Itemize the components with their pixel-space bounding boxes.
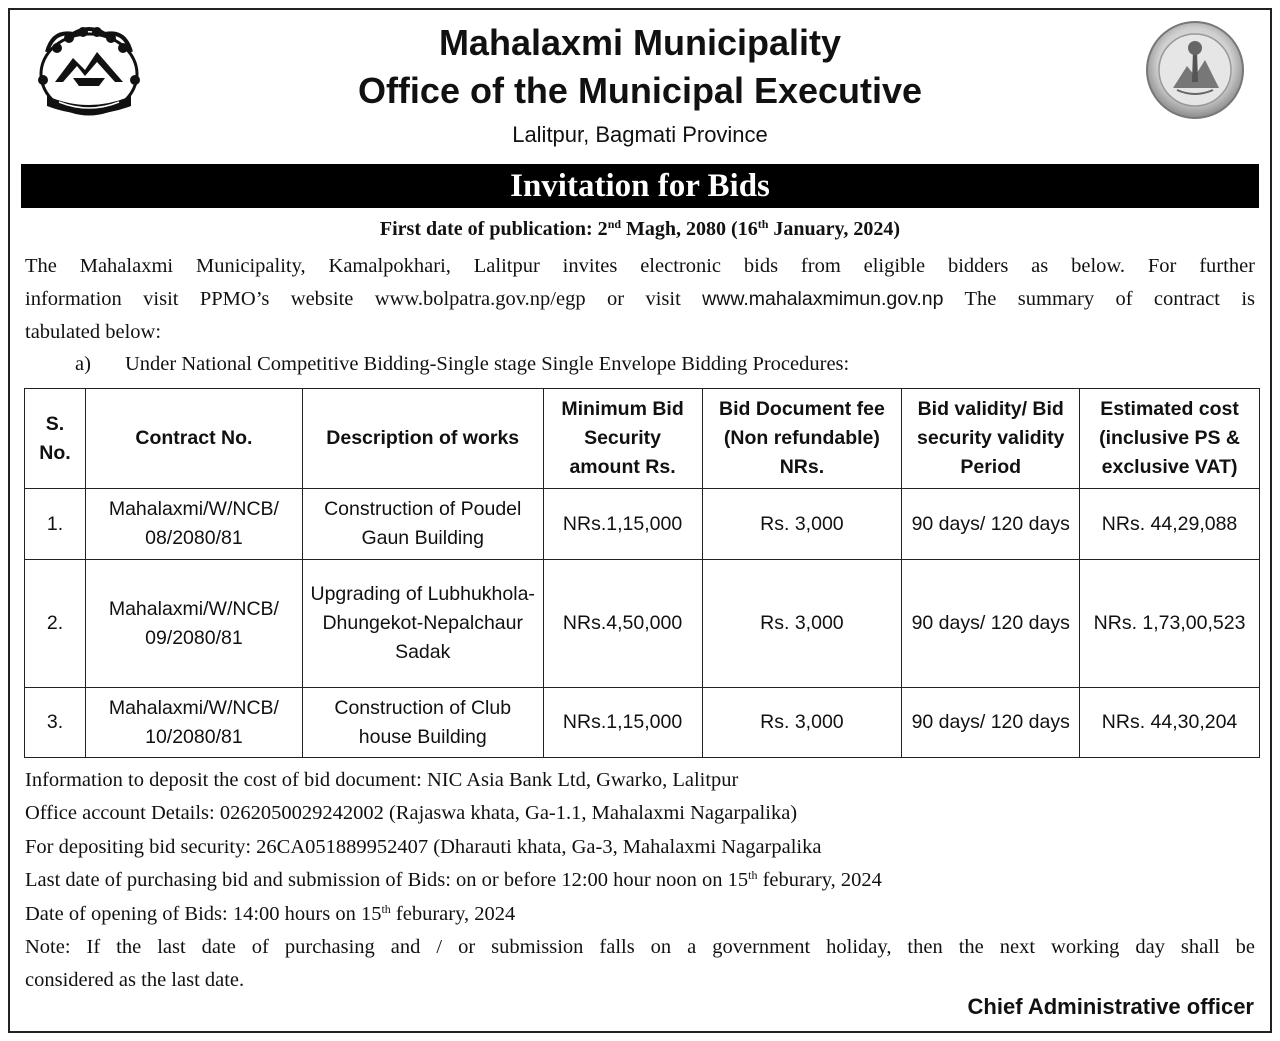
- header-validity: Bid validity/ Bid security validity Period: [902, 389, 1080, 489]
- signature-title: Chief Administrative officer: [967, 994, 1254, 1019]
- intro-line: The Mahalaxmi Municipality, Kamalpokhari, Lalitpur invites electronic bids from eligible bidders as below. For further: [25, 255, 1255, 277]
- header-estimated-cost: Estimated cost (inclusive PS & exclusive VAT): [1080, 389, 1260, 489]
- cell-document-fee: Rs. 3,000: [702, 489, 902, 560]
- table-header-row: [25, 389, 1260, 489]
- header-contract-no: Contract No.: [85, 389, 302, 489]
- cell-validity: 90 days/ 120 days: [902, 560, 1080, 688]
- cell-contract-no: Mahalaxmi/W/NCB/ 10/2080/81: [85, 688, 302, 758]
- header-sno: S. No.: [25, 389, 86, 489]
- opening-date-info: Date of opening of Bids: 14:00 hours on 15th feburary, 2024: [25, 901, 516, 925]
- table-row: [25, 489, 1260, 560]
- cell-bid-security: NRs.1,15,000: [543, 489, 702, 560]
- org-name: Mahalaxmi Municipality: [438, 22, 842, 63]
- procedure-line: a) Under National Competitive Bidding-Single stage Single Envelope Bidding Procedures:: [75, 353, 850, 375]
- cell-description: Upgrading of Lubhukhola-Dhungekot-Nepalchaur Sadak: [302, 560, 543, 688]
- website-link[interactable]: www.mahalaxmimun.gov.np: [702, 288, 944, 310]
- intro-line: tabulated below:: [25, 321, 162, 343]
- bids-table: [24, 388, 1260, 758]
- last-date-info: Last date of purchasing bid and submission of Bids: on or before 12:00 hour noon on 15th feburary, 2024: [25, 868, 882, 892]
- cell-validity: 90 days/ 120 days: [902, 489, 1080, 560]
- header-description: Description of works: [302, 389, 543, 489]
- publication-date: First date of publication: 2nd Magh, 2080 (16th January, 2024): [379, 217, 901, 240]
- note-text-continued: considered as the last date.: [25, 969, 245, 992]
- note-text: Note: If the last date of purchasing and / or submission falls on a government holiday, then the next working day shall be: [25, 936, 1255, 959]
- intro-paragraph: [25, 250, 1255, 349]
- cell-document-fee: Rs. 3,000: [702, 560, 902, 688]
- table-row: [25, 560, 1260, 688]
- cell-sno: 3.: [25, 688, 86, 758]
- cell-document-fee: Rs. 3,000: [702, 688, 902, 758]
- cell-sno: 1.: [25, 489, 86, 560]
- cell-description: Construction of Club house Building: [302, 688, 543, 758]
- header-bid-security: Minimum Bid Security amount Rs.: [543, 389, 702, 489]
- cell-estimated-cost: NRs. 1,73,00,523: [1080, 560, 1260, 688]
- cell-estimated-cost: NRs. 44,29,088: [1080, 489, 1260, 560]
- notice-banner: Invitation for Bids: [21, 164, 1259, 208]
- bank-info: Information to deposit the cost of bid document: NIC Asia Bank Ltd, Gwarko, Lalitpur: [25, 769, 739, 791]
- intro-line: information visit PPMO’s website www.bolpatra.gov.np/egp or visit www.mahalaxmimun.gov.np The summary of contract is: [25, 288, 1255, 310]
- cell-estimated-cost: NRs. 44,30,204: [1080, 688, 1260, 758]
- office-title: Office of the Municipal Executive: [357, 70, 923, 111]
- bid-information: [25, 764, 1255, 998]
- cell-bid-security: NRs.4,50,000: [543, 560, 702, 688]
- header-document-fee: Bid Document fee (Non refundable) NRs.: [702, 389, 902, 489]
- office-account-info: Office account Details: 0262050029242002 (Rajaswa khata, Ga-1.1, Mahalaxmi Nagarpalika): [25, 802, 798, 825]
- cell-description: Construction of Poudel Gaun Building: [302, 489, 543, 560]
- cell-sno: 2.: [25, 560, 86, 688]
- cell-contract-no: Mahalaxmi/W/NCB/ 09/2080/81: [85, 560, 302, 688]
- cell-contract-no: Mahalaxmi/W/NCB/ 08/2080/81: [85, 489, 302, 560]
- table-row: [25, 688, 1260, 758]
- cell-bid-security: NRs.1,15,000: [543, 688, 702, 758]
- location: Lalitpur, Bagmati Province: [512, 122, 768, 147]
- cell-validity: 90 days/ 120 days: [902, 688, 1080, 758]
- bid-security-info: For depositing bid security: 26CA051889952407 (Dharauti khata, Ga-3, Mahalaxmi Nagarpalika: [25, 835, 822, 858]
